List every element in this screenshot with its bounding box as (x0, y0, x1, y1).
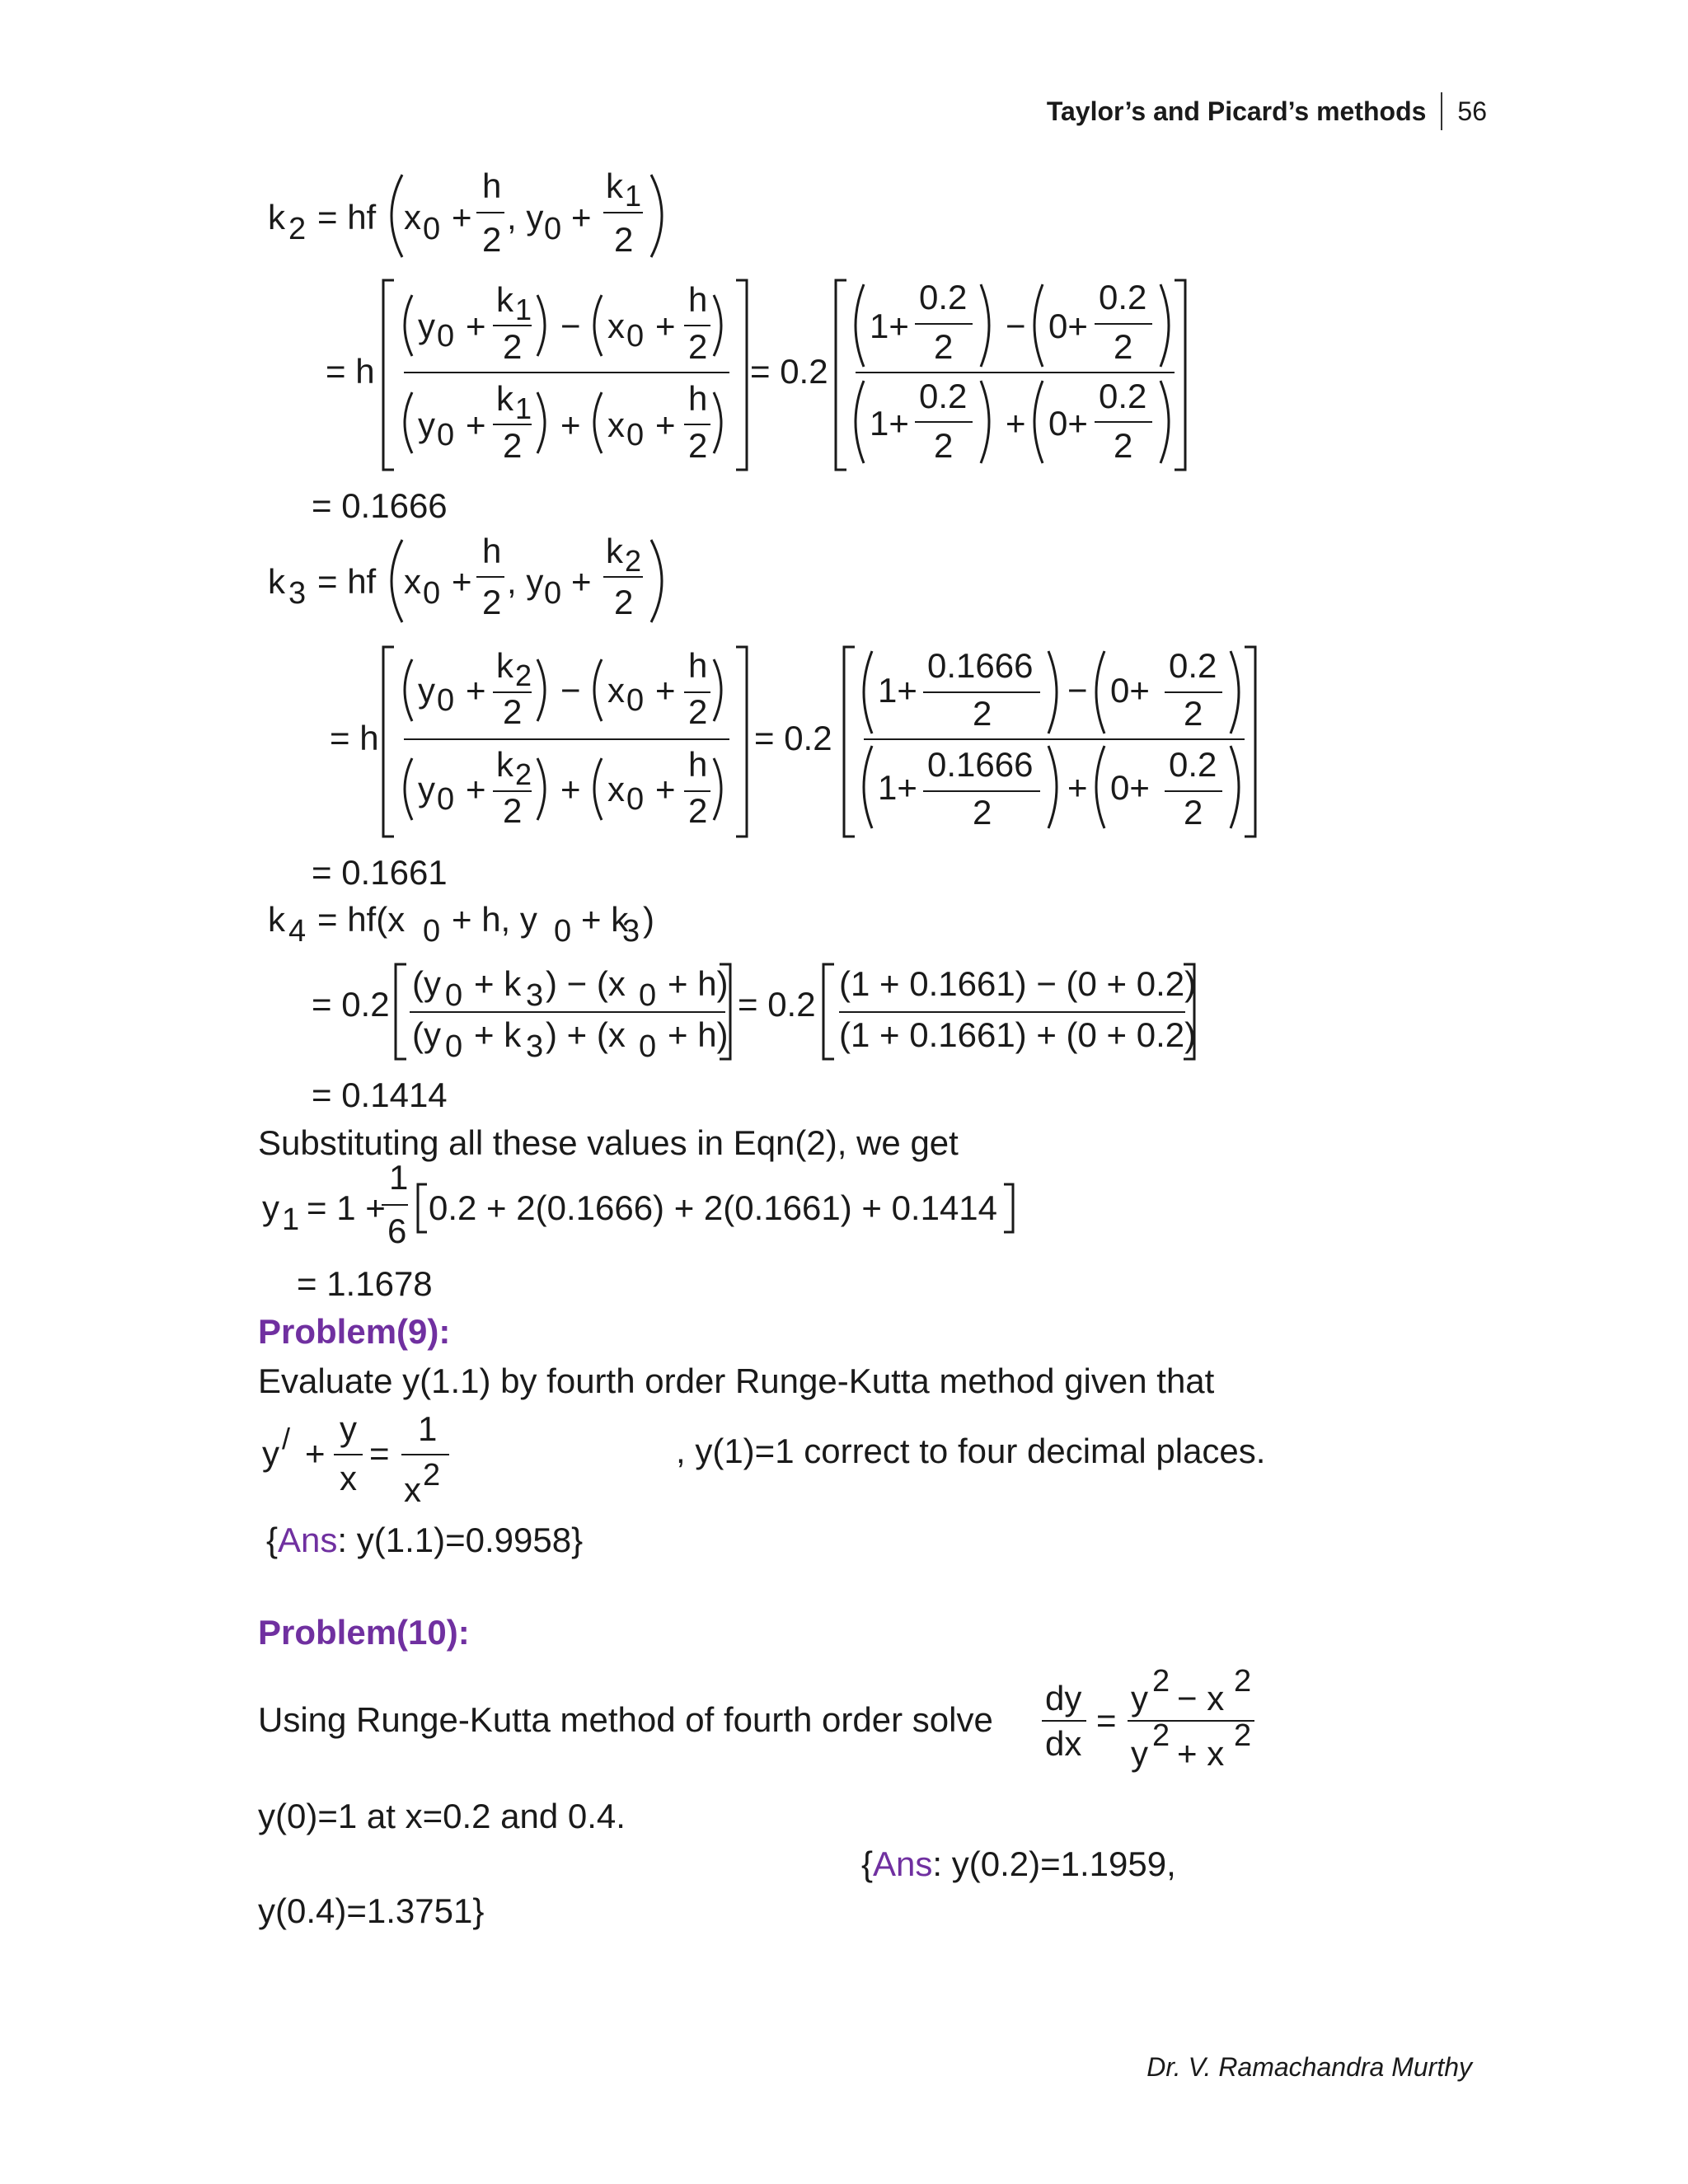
svg-text:2: 2 (1234, 1718, 1252, 1753)
svg-text:0.2: 0.2 (1099, 377, 1147, 415)
svg-text:y: y (262, 1434, 279, 1473)
svg-text:0+: 0+ (1110, 768, 1150, 807)
svg-text:2: 2 (1114, 426, 1133, 465)
k4-equals-02: = 0.2 (738, 985, 816, 1024)
svg-text:0.1666: 0.1666 (927, 745, 1034, 784)
svg-text:+: + (1067, 768, 1088, 807)
svg-text:+: + (655, 405, 676, 444)
svg-text:2: 2 (1114, 327, 1133, 366)
svg-text:−: − (1067, 671, 1088, 710)
svg-text:k: k (496, 379, 513, 418)
k2-symbol: k (268, 198, 285, 237)
svg-text:y: y (418, 770, 435, 808)
svg-text:2: 2 (614, 220, 634, 259)
svg-text:y: y (1131, 1734, 1148, 1773)
y1-formula (262, 1158, 1013, 1303)
svg-text:0: 0 (626, 683, 645, 718)
svg-text:+: + (466, 307, 486, 345)
problem9-title: Problem(9): (258, 1312, 451, 1351)
svg-text:0: 0 (437, 683, 455, 718)
problem10-statement: Using Runge-Kutta method of fourth order solve (258, 1700, 993, 1739)
svg-text:y: y (418, 307, 435, 345)
svg-text:2: 2 (688, 692, 708, 731)
svg-text:+: + (305, 1434, 326, 1473)
svg-text:+: + (571, 198, 592, 237)
k4-numeric-denominator: (1 + 0.1661) + (0 + 0.2) (839, 1015, 1197, 1054)
k2-subscript: 2 (288, 212, 307, 246)
svg-text:dy: dy (1045, 1679, 1082, 1718)
svg-text:0: 0 (544, 212, 562, 246)
y1-bracket-expression: 0.2 + 2(0.1666) + 2(0.1661) + 0.1414 (429, 1188, 998, 1227)
svg-text:0.2: 0.2 (1169, 646, 1217, 685)
svg-text:2: 2 (973, 694, 992, 733)
k2-result: = 0.1666 (312, 486, 448, 525)
svg-text:+: + (655, 307, 676, 345)
svg-text:1: 1 (515, 293, 532, 326)
problem10-answer-cont: y(0.4)=1.3751} (258, 1891, 485, 1930)
svg-text:1+: 1+ (878, 671, 917, 710)
svg-text:= hf(x: = hf(x (317, 900, 406, 939)
svg-text:+: + (655, 671, 676, 710)
svg-text:6: 6 (387, 1212, 407, 1250)
svg-text:y: y (262, 1188, 279, 1227)
svg-text:0+: 0+ (1048, 307, 1088, 345)
svg-text:2: 2 (1152, 1664, 1170, 1699)
page-number: 56 (1457, 96, 1487, 126)
svg-text:0: 0 (639, 978, 657, 1013)
svg-text:0: 0 (544, 576, 562, 611)
k3-definition (268, 532, 662, 622)
svg-text:2: 2 (1234, 1664, 1252, 1699)
svg-text:y: y (418, 671, 435, 710)
k4-result: = 0.1414 (312, 1076, 448, 1114)
svg-text:0: 0 (423, 212, 441, 246)
svg-text:−: − (560, 307, 581, 345)
svg-text:k: k (496, 646, 513, 685)
k2-expansion (312, 278, 1185, 525)
problem9-condition: , y(1)=1 correct to four decimal places. (676, 1432, 1266, 1470)
svg-text:dx: dx (1045, 1724, 1082, 1763)
svg-text:=: = (1096, 1701, 1117, 1740)
svg-text:, y: , y (507, 562, 544, 601)
svg-text:y: y (1131, 1679, 1148, 1718)
svg-text:h: h (482, 532, 502, 570)
svg-text:2: 2 (688, 327, 708, 366)
svg-text:) − (x: ) − (x (546, 964, 626, 1003)
svg-text:3: 3 (526, 978, 544, 1013)
svg-text:x: x (607, 307, 625, 345)
svg-text:x: x (404, 198, 421, 237)
svg-text:2: 2 (934, 327, 954, 366)
svg-text:1+: 1+ (870, 404, 909, 443)
k3-subscript: 3 (288, 576, 307, 611)
svg-text:+: + (466, 671, 486, 710)
svg-text:h: h (688, 280, 708, 319)
svg-text:=: = (369, 1434, 390, 1473)
svg-text:0: 0 (423, 914, 441, 949)
svg-text:x: x (404, 1470, 421, 1509)
svg-text:+: + (452, 562, 472, 601)
svg-text:): ) (643, 900, 654, 939)
svg-text:+ k: + k (474, 1015, 522, 1054)
svg-text:x: x (607, 405, 625, 444)
svg-text:x: x (404, 562, 421, 601)
svg-text:+ h, y: + h, y (452, 900, 537, 939)
k3-h-prefix: = h (330, 719, 379, 757)
svg-text:2: 2 (688, 426, 708, 465)
svg-text:1: 1 (515, 391, 532, 425)
svg-text:0: 0 (437, 782, 455, 817)
svg-text:1: 1 (625, 179, 642, 213)
svg-text:2: 2 (515, 658, 532, 692)
svg-text:+: + (560, 405, 581, 444)
svg-text:+: + (560, 770, 581, 808)
svg-text:k: k (606, 166, 623, 205)
svg-text:h: h (688, 646, 708, 685)
svg-text:2: 2 (688, 791, 708, 830)
svg-text:0: 0 (626, 418, 645, 452)
k4-symbol: k (268, 900, 285, 939)
svg-text:k: k (496, 280, 513, 319)
header-title: Taylor’s and Picard’s methods (1046, 96, 1427, 126)
svg-text:= 1 +: = 1 + (307, 1188, 386, 1227)
svg-text:2: 2 (614, 583, 634, 621)
svg-text:x: x (607, 770, 625, 808)
page-footer: Dr. V. Ramachandra Murthy (1146, 2052, 1472, 2082)
svg-text:2: 2 (503, 327, 523, 366)
svg-text:2: 2 (973, 793, 992, 832)
svg-text:−: − (1006, 307, 1026, 345)
svg-text:2: 2 (515, 757, 532, 791)
svg-text:1+: 1+ (878, 768, 917, 807)
svg-text:+ h): + h) (668, 964, 729, 1003)
k4-prefix: = 0.2 (312, 985, 390, 1024)
svg-text:0+: 0+ (1110, 671, 1150, 710)
svg-text:2: 2 (1184, 694, 1203, 733)
svg-text:0: 0 (626, 782, 645, 817)
svg-text:x: x (340, 1459, 357, 1497)
svg-text:2: 2 (503, 426, 523, 465)
svg-text:h: h (688, 745, 708, 784)
svg-text:+: + (571, 562, 592, 601)
svg-text:2: 2 (503, 791, 523, 830)
svg-text:0: 0 (639, 1029, 657, 1064)
k4-definition (268, 900, 654, 949)
problem10-ode (1042, 1664, 1254, 1773)
svg-text:0.1666: 0.1666 (927, 646, 1034, 685)
svg-text:0: 0 (423, 576, 441, 611)
k3-expansion (312, 646, 1255, 892)
k3-hf: = hf (317, 562, 377, 601)
svg-text:y: y (418, 405, 435, 444)
svg-text:2: 2 (625, 544, 642, 578)
problem10-title: Problem(10): (258, 1613, 470, 1652)
svg-text:0+: 0+ (1048, 404, 1088, 443)
problem9-answer: {Ans: y(1.1)=0.9958} (266, 1521, 584, 1559)
svg-text:1+: 1+ (870, 307, 909, 345)
svg-text:+: + (466, 770, 486, 808)
problem9-ode (262, 1409, 449, 1509)
svg-text:0: 0 (437, 319, 455, 354)
svg-text:, y: , y (507, 198, 544, 237)
svg-text:0: 0 (437, 418, 455, 452)
svg-text:k: k (496, 745, 513, 784)
svg-text:h: h (482, 166, 502, 205)
k2-hf: = hf (317, 198, 377, 237)
svg-text:+: + (466, 405, 486, 444)
k3-equals-02: = 0.2 (754, 719, 832, 757)
k2-h-prefix: = h (326, 352, 375, 391)
svg-text:2: 2 (503, 692, 523, 731)
svg-text:(y: (y (412, 964, 441, 1003)
svg-text:+ k: + k (581, 900, 629, 939)
svg-text:x: x (607, 671, 625, 710)
svg-text:+: + (1006, 404, 1026, 443)
svg-text:+ k: + k (474, 964, 522, 1003)
k3-symbol: k (268, 562, 285, 601)
problem10-answer: {Ans: y(0.2)=1.1959, (861, 1844, 1176, 1883)
y1-result: = 1.1678 (297, 1264, 433, 1303)
svg-text:1: 1 (282, 1202, 300, 1237)
svg-text:+ x: + x (1177, 1734, 1225, 1773)
svg-text:2: 2 (1152, 1718, 1170, 1753)
substitution-sentence: Substituting all these values in Eqn(2), we get (258, 1123, 959, 1162)
svg-text:3: 3 (526, 1029, 544, 1064)
svg-text:h: h (688, 379, 708, 418)
svg-text:0.2: 0.2 (919, 278, 968, 316)
svg-text:2: 2 (1184, 793, 1203, 832)
k4-expansion (312, 964, 1196, 1114)
svg-text:− x: − x (1177, 1679, 1225, 1718)
svg-text:2: 2 (482, 220, 502, 259)
k3-result: = 0.1661 (312, 853, 448, 892)
svg-text:0.2: 0.2 (1099, 278, 1147, 316)
problem9-statement: Evaluate y(1.1) by fourth order Runge-Kutta method given that (258, 1361, 1215, 1400)
svg-text:+ h): + h) (668, 1015, 729, 1054)
k2-equals-02: = 0.2 (750, 352, 828, 391)
svg-text:0: 0 (445, 1029, 463, 1064)
svg-text:−: − (560, 671, 581, 710)
svg-text:1: 1 (389, 1158, 409, 1197)
svg-text:0: 0 (554, 914, 572, 949)
svg-text:+: + (655, 770, 676, 808)
svg-text:2: 2 (423, 1458, 441, 1493)
k4-numeric-numerator: (1 + 0.1661) − (0 + 0.2) (839, 964, 1197, 1003)
svg-text:1: 1 (418, 1409, 438, 1448)
svg-text:0.2: 0.2 (919, 377, 968, 415)
svg-text:(y: (y (412, 1015, 441, 1054)
svg-text:) + (x: ) + (x (546, 1015, 626, 1054)
svg-text:2: 2 (934, 426, 954, 465)
svg-text:k: k (606, 532, 623, 570)
svg-text:y: y (340, 1409, 357, 1448)
svg-text:2: 2 (482, 583, 502, 621)
svg-text:3: 3 (622, 914, 640, 949)
svg-text:/: / (282, 1422, 291, 1455)
svg-text:+: + (452, 198, 472, 237)
k4-subscript: 4 (288, 914, 307, 949)
svg-text:0: 0 (626, 319, 645, 354)
svg-text:0: 0 (445, 978, 463, 1013)
k2-definition (268, 166, 662, 259)
problem10-condition: y(0)=1 at x=0.2 and 0.4. (258, 1797, 626, 1835)
svg-text:0.2: 0.2 (1169, 745, 1217, 784)
